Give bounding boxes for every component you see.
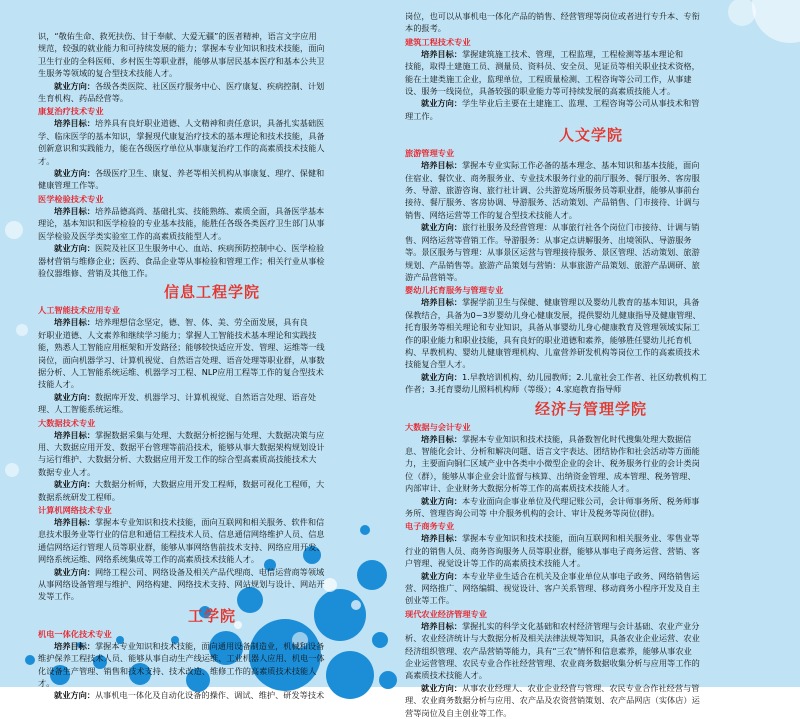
text-line: 掌握数据采集与处理、大数据分析挖掘与处理、大数据决策与应	[94, 429, 325, 440]
text-line: 从事农业经理人、农业企业经营与管理、农民专业合作社经营与管	[461, 682, 700, 693]
text-line: 行业的销售人员、商务咨询服务人员等职业群，能够从事电子商务运营、营销、客	[405, 545, 700, 556]
major-rehab-therapy	[38, 105, 386, 191]
text-line: 验仪器维修、营销及其他工作。	[38, 267, 153, 278]
text-line: 培养品德高尚、基础扎实、技能熟练、素质全面，具备医学基本	[94, 205, 325, 216]
text-line: 岗位，面向机器学习、计算机视觉、自然语言处理、语音处理等职业群，从事数	[38, 354, 325, 365]
text-line: 能在土建类施工企业，监理单位，工程质量检测、工程咨询等公司工作，从事建	[405, 73, 692, 84]
text-line: 才。	[38, 155, 55, 166]
text-line: 销售、网络运营等工作的复合型技术技能人才。	[405, 209, 577, 220]
text-line: 旅行社服务及经营管理：从事旅行社各个岗位门市接待、计调与销	[461, 222, 700, 233]
field-label: 培养目标：	[54, 317, 95, 328]
major-title: 婴幼儿托育服务与管理专业	[405, 285, 504, 296]
field-label: 培养目标：	[54, 517, 95, 527]
text-line: 析、农业经济统计与大数据分析及相关法律法规等知识，具备农业企业运营、农业	[405, 633, 700, 644]
employment-direction	[405, 570, 777, 582]
text-line: 设、服务一线岗位，具备较强的职业能力等可持续发展的高素质技能人才。	[405, 86, 676, 97]
major-title: 大数据技术专业	[38, 417, 96, 428]
employment-direction	[405, 371, 777, 383]
text-line: 各级医疗卫生、康复、养老等相关机构从事康复、理疗、保健和	[94, 168, 325, 179]
text-line: 数据库开发、机器学习、计算机视觉、自然语言处理、语音处	[94, 391, 317, 402]
text-line: 技能人才。	[38, 379, 79, 390]
text-line: 等。景区服务与管理：从事景区运营与管理接待服务、景区管理、活动策划、旅游	[405, 247, 700, 258]
field-label: 培养目标：	[421, 620, 462, 631]
mechatronics-continued	[405, 10, 777, 35]
text-line: 务、导游、旅游咨询、旅行社计调、公共游览场所服务员等职业群，能够从事前台	[405, 185, 700, 196]
text-line: 理工作。	[405, 110, 438, 121]
text-line: 掌握本专业知识和技术技能，面向通用设备制造业，机械和设备	[94, 640, 325, 651]
text-line: 企业运营管理、农民专业合作社经营管理、农业商务数据收集分析与应用等工作的	[405, 658, 700, 669]
major-title: 人工智能技术应用专业	[38, 305, 120, 316]
text-line: 生育机构、药品经营等。	[38, 93, 129, 104]
text-line: 掌握扎实的科学文化基础和农村经济管理与会计基础、农业产业分	[461, 620, 700, 631]
major-construction	[405, 36, 777, 122]
field-label: 就业方向：	[54, 690, 95, 701]
training-goal	[405, 532, 777, 544]
text-line: 与运行维护、大数据分析、大数据应用开发工作的综合型高素质高技能技术大	[38, 454, 317, 465]
text-line: 网络工程公司、网络设备及相关产品代理商、电信运营商等领域	[94, 566, 325, 577]
text-line: 好职业道德、人文素养和继续学习能力；掌握人工智能技术基本理论和实践技	[38, 329, 317, 340]
clinical-medicine-continued	[38, 30, 386, 104]
text-line: 住宿业、餐饮业、商务服务业、专业技术服务行业的前厅服务、餐厅服务、客房服	[405, 172, 700, 183]
employment-direction	[38, 80, 386, 92]
field-label: 就业方向：	[54, 479, 95, 490]
text-line: 技能，取得土建施工员、测量员、资料员、安全员、见证员等相关职业技术资格，	[405, 61, 700, 72]
text-line: 数据系统研发工程师。	[38, 491, 120, 502]
text-line: 用、大数据应用开发、数据平台管理等前沿技术，能够从事大数据架构规划设计	[38, 441, 325, 452]
text-line: 才。	[38, 678, 55, 689]
text-line: 作者；3.托育婴幼儿照料机构师（等级）；4.家庭教育指导师	[405, 384, 622, 395]
field-label: 培养目标：	[421, 48, 462, 59]
employment-direction	[38, 478, 386, 490]
school-title-economics-management: 经济与管理学院	[534, 399, 647, 418]
text-line: 技能复合型人才。	[405, 359, 471, 370]
left-column	[38, 30, 386, 702]
text-line: 理、人工智能系统运维。	[38, 404, 129, 415]
text-line: 掌握本专业实际工作必备的基本理念、基本知识和基本技能，面向	[461, 160, 700, 171]
text-line: 息技术服务业等行业的信息和通信工程技术人员、信息通信网络维护人员、信息	[38, 529, 325, 540]
text-line: 发等工作。	[38, 591, 79, 602]
field-label: 就业方向：	[54, 391, 95, 402]
major-mechatronics	[38, 628, 386, 702]
field-label: 就业方向：	[421, 371, 462, 382]
employment-direction	[405, 495, 777, 507]
training-goal	[405, 159, 777, 171]
major-medical-lab	[38, 193, 386, 279]
text-line: 健康管理工作等。	[38, 180, 104, 191]
text-line: 生服务等领域的复合型技术技能人才。	[38, 68, 178, 79]
text-line: 器材营销与维修企业；医药、食品企业等从事检验和管理工作；相关行业从事检	[38, 255, 325, 266]
text-line: 托育服务等相关理论和专业知识，具备从事婴幼儿身心健康教育及管理领域实际工	[405, 322, 700, 333]
major-title: 计算机网络技术专业	[38, 505, 112, 515]
text-line: 掌握学前卫生与保健、健康管理以及婴幼儿教育的基本知识，具备	[461, 297, 700, 308]
text-line: 力，主要面向铜仁区域产业中各类中小微型企业的会计、税务服务行业的会计类岗	[405, 458, 700, 469]
right-column	[405, 10, 777, 719]
text-line: 学、临床医学的基本知识，掌握现代康复治疗技术的基本理论和技术技能，具备	[38, 130, 325, 141]
training-goal	[38, 117, 386, 129]
training-goal	[405, 296, 777, 308]
text-line: 位（群），能够从事企业会计监督与核算、出纳资金管理、成本管理、税务管理、	[405, 470, 696, 481]
field-label: 培养目标：	[421, 433, 462, 444]
text-line: 掌握本专业知识和技术技能，面向互联网和相关服务、软件和信	[94, 517, 325, 527]
field-label: 就业方向：	[54, 566, 95, 577]
text-line: 游产品营销等。	[405, 271, 463, 282]
text-line: 务所、管理咨询公司等 中介服务机构的会计、审计及税务等岗位(群)。	[405, 508, 660, 518]
employment-direction	[38, 689, 386, 701]
text-line: 规范，较强的就业能力和可持续发展的能力；掌握本专业知识和技术技能，面向	[38, 43, 325, 54]
major-title: 康复治疗技术专业	[38, 106, 104, 117]
text-line: 高素质技术技能人才。	[405, 670, 487, 681]
training-goal	[405, 620, 777, 632]
major-tourism	[405, 147, 777, 283]
training-goal	[38, 316, 386, 328]
field-label: 培养目标：	[421, 533, 462, 544]
major-modern-agri-economics	[405, 608, 777, 719]
major-big-data	[38, 417, 386, 503]
school-title-humanities: 人文学院	[558, 126, 623, 145]
text-line: 掌握本专业知识和技术技能，具备数智化时代搜集处理大数据信	[461, 433, 692, 444]
school-title-engineering: 工学院	[187, 606, 236, 625]
training-goal	[405, 48, 777, 60]
employment-direction	[405, 97, 777, 109]
text-line: 理论，基本知识和医学检验的专业基本技能，能胜任各级各类医疗卫生部门从事	[38, 218, 325, 229]
text-line: 识，“敬佑生命、救死扶伤、甘于奉献、大爱无疆”的医者精神，语言文字应用	[38, 31, 317, 41]
text-line: 据分析、人工智能系统运维、机器学习工程、NLP应用工程等工作的复合型技术	[38, 366, 324, 377]
field-label: 就业方向：	[421, 222, 462, 233]
training-goal	[38, 429, 386, 441]
text-line: 构、早教机构、婴幼儿健康管理机构、儿童营养研发机构等岗位工作的高素质技术	[405, 346, 700, 357]
employment-direction	[405, 221, 777, 233]
text-line: 售、网络运营等营销工作。导游服务：从事定点讲解服务、出境领队、导游服务	[405, 234, 692, 245]
text-line: 接待、餐厅服务、客房协调、导游服务、活动策划、产品销售、门市接待、计调与	[405, 197, 700, 208]
text-line: 息、智能化会计、分析和解决问题、语言文字表达、团结协作和社会活动等方面能	[405, 445, 700, 456]
field-label: 就业方向：	[421, 570, 462, 581]
field-label: 就业方向：	[54, 80, 95, 91]
field-label: 就业方向：	[54, 168, 95, 179]
major-e-commerce	[405, 520, 777, 606]
text-line: 化设备生产管理、销售和技术支持、技术改造、维修工作的高素质技术技能人	[38, 665, 317, 676]
major-title: 现代农业经济管理专业	[405, 608, 487, 619]
text-line: 创业等工作。	[405, 595, 455, 606]
major-title: 旅游管理专业	[405, 148, 455, 159]
field-label: 就业方向：	[54, 243, 95, 254]
field-label: 培养目标：	[421, 297, 462, 308]
text-line: 医院及社区卫生服务中心、血站、疾病预防控制中心、医学检验	[94, 243, 325, 254]
text-line: 营、网络推广、网络编辑、视觉设计、客户关系管理、移动商务小程序开发及自主	[405, 583, 700, 594]
text-line: 创新意识和实践能力，能在各级医疗单位从事康复治疗工作的高素质技术技能人	[38, 143, 325, 154]
text-line: 岗位，也可以从事机电一体化产品的销售、经营管理等岗位或者进行专升本、专衔	[405, 11, 700, 21]
text-line: 医学检验及医学类实验室工作的高素质技能型人才。	[38, 230, 227, 241]
text-line: 数据专业人才。	[38, 466, 96, 477]
major-title: 医学检验技术专业	[38, 193, 104, 204]
major-computer-network	[38, 504, 386, 603]
text-line: 网络系统运维、网络系统集成等工作的高素质技术技能人才。	[38, 554, 260, 565]
text-line: 规划、产品销售等。旅游产品策划与营销：从事旅游产品策划、旅游产品调研、旅	[405, 259, 700, 270]
text-line: 掌握建筑施工技术、管理，工程监理，工程检测等基本理论和	[461, 48, 684, 59]
text-line: 本专业面向企事业单位及代理记账公司，会计师事务所、税务师事	[461, 495, 700, 506]
text-line: 户管理、视觉设计等工作的高素质技术技能人才。	[405, 558, 586, 569]
text-line: 理、农业商务数据分析与应用、农产品及农资营销策划、农产品网店（实体店）运	[405, 695, 700, 706]
text-line: 从事网络设备管理与维护、网络构建、网络技术支持、网站规划与设计、网站开	[38, 579, 325, 590]
text-line: 各级各类医院、社区医疗服务中心、医疗康复、疾病控制、计划	[94, 80, 325, 91]
field-label: 就业方向：	[421, 495, 462, 506]
text-line: 大数据分析师，大数据应用开发工程师，数据可视化工程师，大	[94, 479, 325, 490]
text-line: 培养具有良好职业道德、人文精神和责任意识，具备扎实基础医	[94, 118, 325, 129]
text-line: 本的报考。	[405, 23, 446, 34]
school-title-info-engineering: 信息工程学院	[163, 283, 260, 302]
employment-direction	[38, 167, 386, 179]
text-line: 1.早教培训机构、幼儿园教师；2.儿童社会工作者、社区幼教机构工	[461, 371, 707, 382]
major-title: 机电一体化技术专业	[38, 628, 112, 639]
text-line: 能，熟悉人工智能应用框架和开发路径；能够较快适应开发、管理、运维等一线	[38, 342, 325, 353]
training-goal	[38, 640, 386, 652]
major-big-data-accounting	[405, 421, 777, 520]
text-line: 通信网络运行管理人员等职业群，能够从事网络售前技术支持、网络应用开发、	[38, 541, 325, 552]
major-title: 建筑工程技术专业	[405, 36, 471, 47]
text-line: 维护保养工程技术人员、能够从事自动生产线运维、工业机器人应用、机电一体	[38, 653, 325, 664]
text-line: 营等岗位及自主创业等工作。	[405, 707, 512, 718]
field-label: 培养目标：	[421, 160, 462, 171]
field-label: 就业方向：	[421, 682, 462, 693]
field-label: 培养目标：	[54, 429, 95, 440]
field-label: 就业方向：	[421, 98, 462, 109]
text-line: 作的职业能力和职业技能，具有良好的职业道德和素养，能够胜任婴幼儿托育机	[405, 334, 692, 345]
training-goal	[38, 205, 386, 217]
employment-direction	[405, 682, 777, 694]
training-goal	[38, 516, 386, 528]
major-title: 电子商务专业	[405, 521, 455, 532]
text-line: 卫生行业的全科医师、乡村医生等职业群，能够从事居民基本医疗和基本公共卫	[38, 55, 325, 66]
major-title: 大数据与会计专业	[405, 421, 471, 432]
field-label: 培养目标：	[54, 118, 95, 129]
field-label: 培养目标：	[54, 640, 95, 651]
text-line: 学生毕业后主要在土建施工、监理、工程咨询等公司从事技术和管	[461, 98, 700, 109]
text-line: 从事机电一体化及自动化设备的操作、调试、维护、研发等技术	[94, 690, 325, 701]
text-line: 内部审计、企业财务大数据分析等工作的高素质技术技能人才。	[405, 483, 635, 494]
employment-direction	[38, 391, 386, 403]
field-label: 培养目标：	[54, 205, 95, 216]
training-goal	[405, 433, 777, 445]
text-line: 保教结合，具备为0~3岁婴幼儿身心健康发展，提供婴幼儿健康指导及健康管理、	[405, 309, 701, 320]
employment-direction	[38, 566, 386, 578]
text-line: 掌握本专业知识和技术技能，面向互联网和相关服务业、零售业等	[461, 533, 700, 544]
employment-direction	[38, 242, 386, 254]
major-infant-care	[405, 284, 777, 395]
text-line: 培养理想信念坚定，德、智、体、美、劳全面发展，具有良	[94, 317, 308, 328]
text-line: 本专业毕业生适合在机关及企事业单位从事电子政务、网络销售运	[461, 570, 700, 581]
major-ai	[38, 304, 386, 415]
text-line: 经济组织管理、农产品营销等能力，具有“三农”情怀和信息素养，能够从事农业	[405, 645, 692, 656]
